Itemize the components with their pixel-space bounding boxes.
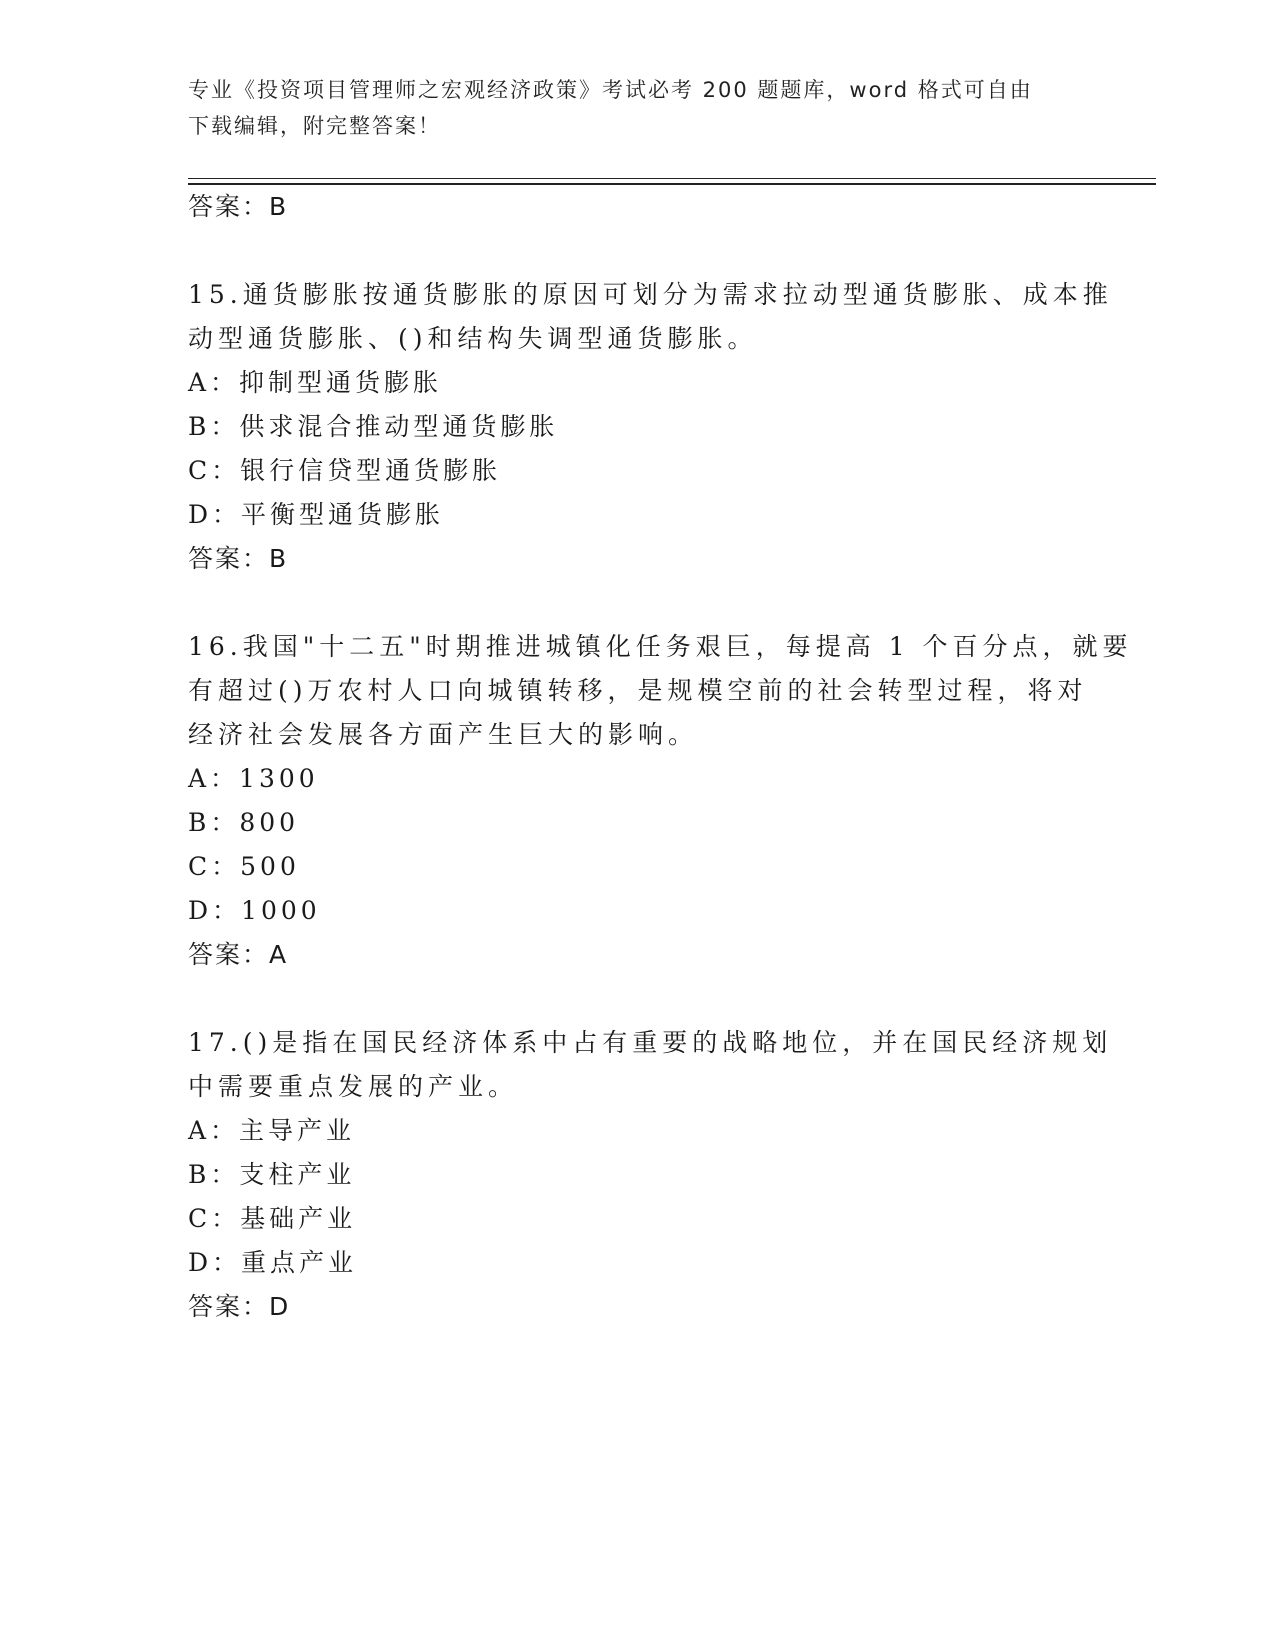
question-16-option-c: C：500 bbox=[188, 852, 300, 881]
question-17-option-a: A：主导产业 bbox=[188, 1116, 356, 1145]
question-16-option-b: B：800 bbox=[188, 808, 300, 837]
question-17-line-1: 17.()是指在国民经济体系中占有重要的战略地位，并在国民经济规划 bbox=[188, 1028, 1113, 1057]
question-16-answer: 答案：A bbox=[188, 940, 289, 969]
question-16-line-3: 经济社会发展各方面产生巨大的影响。 bbox=[188, 720, 699, 749]
header-line-2: 下载编辑，附完整答案！ bbox=[188, 114, 441, 138]
question-16-line-2: 有超过()万农村人口向城镇转移，是规模空前的社会转型过程，将对 bbox=[188, 676, 1088, 705]
question-15-option-b: B：供求混合推动型通货膨胀 bbox=[188, 412, 559, 441]
question-17-option-d: D：重点产业 bbox=[188, 1248, 358, 1277]
question-17-option-c: C：基础产业 bbox=[188, 1204, 357, 1233]
document-header bbox=[188, 72, 1088, 144]
question-17-line-2: 中需要重点发展的产业。 bbox=[188, 1072, 519, 1101]
question-15-line-2: 动型通货膨胀、()和结构失调型通货膨胀。 bbox=[188, 324, 758, 353]
previous-answer: 答案：B bbox=[188, 192, 289, 221]
question-16-line-1: 16.我国"十二五"时期推进城镇化任务艰巨，每提高 1 个百分点，就要 bbox=[188, 632, 1133, 661]
question-17-answer: 答案：D bbox=[188, 1292, 291, 1321]
question-15-option-d: D：平衡型通货膨胀 bbox=[188, 500, 445, 529]
question-17-option-b: B：支柱产业 bbox=[188, 1160, 356, 1189]
header-line-1: 专业《投资项目管理师之宏观经济政策》考试必考 200 题题库，word 格式可自由 bbox=[188, 78, 1033, 102]
header-rule-thick bbox=[188, 183, 1156, 185]
header-rule-thin bbox=[188, 178, 1156, 179]
question-16-option-d: D：1000 bbox=[188, 896, 321, 925]
question-15-option-a: A：抑制型通货膨胀 bbox=[188, 368, 443, 397]
question-15-line-1: 15.通货膨胀按通货膨胀的原因可划分为需求拉动型通货膨胀、成本推 bbox=[188, 280, 1113, 309]
question-15-option-c: C：银行信贷型通货膨胀 bbox=[188, 456, 502, 485]
question-16-option-a: A：1300 bbox=[188, 764, 319, 793]
question-15-answer: 答案：B bbox=[188, 544, 289, 573]
